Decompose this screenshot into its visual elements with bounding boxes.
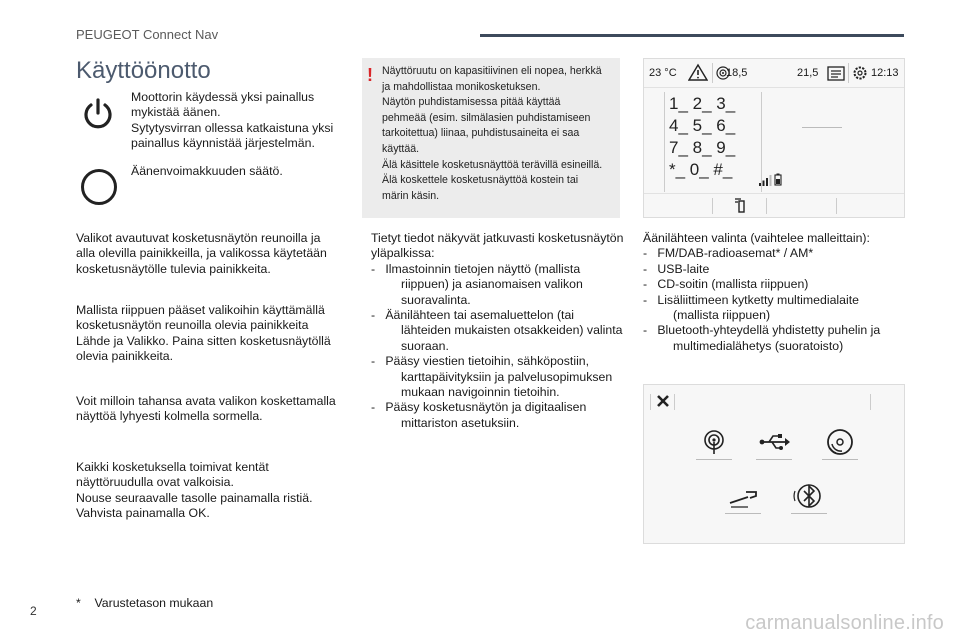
keypad-row[interactable]: 1_ 2_ 3_	[669, 94, 736, 113]
phone-keypad	[664, 92, 762, 192]
watermark: carmanualsonline.info	[745, 612, 944, 634]
settings-gear-icon[interactable]	[852, 65, 868, 84]
phone-contacts-icon[interactable]	[732, 196, 750, 217]
cd-source-icon[interactable]	[823, 427, 857, 457]
battery-icon	[774, 173, 782, 189]
bottom-bar-divider	[644, 193, 904, 194]
status-bar	[644, 59, 904, 88]
messages-icon[interactable]	[827, 66, 845, 84]
radio-source-icon[interactable]	[697, 427, 731, 457]
warning-box	[362, 58, 620, 218]
paragraph-touch-fields: Kaikki kosketuksella toimivat kentät näyttöruudulla ovat valkoisia. Nouse seuraavalle tasolle painamalla ristiä. Vahvista painamalla OK.	[76, 460, 313, 521]
header-divider	[480, 34, 904, 37]
touchscreen-phone-screen	[643, 58, 905, 218]
audio-source-list: Äänilähteen valinta (vaihtelee malleittain): - FM/DAB-radioasemat* / AM* - USB-laite - CD-soitin (mallista riippuen) - Lisäliittimeen kytketty multimedialaite (mallista riippuen) - Bluetooth-yhteydellä yhdistetty puhelin ja multimedialähetys (suoratoisto)	[643, 231, 881, 353]
page-title: Käyttöönotto	[76, 57, 211, 84]
divider	[870, 394, 871, 410]
volume-knob-description: Äänenvoimakkuuden säätö.	[131, 164, 283, 178]
header-title: PEUGEOT Connect Nav	[76, 27, 219, 42]
warning-triangle-icon[interactable]	[688, 63, 708, 84]
power-button-icon	[80, 96, 116, 132]
paragraph-menus: Valikot avautuvat kosketusnäytön reunoilla ja alla olevilla painikkeilla, ja valikossa käytetään kosketusnäytölle tulevia painikkeita.	[76, 231, 327, 276]
source-underline	[791, 513, 827, 514]
warning-icon: !	[367, 65, 373, 85]
power-button-description: Moottorin käydessä yksi painallus mykistää äänen. Sytytysvirran ollessa katkaistuna yksi painallus käynnistää järjestelmän.	[131, 90, 334, 151]
page-number: 2	[30, 604, 37, 618]
source-underline	[822, 459, 858, 460]
source-underline	[696, 459, 732, 460]
footnote: * Varustetason mukaan	[76, 596, 214, 610]
keypad-row[interactable]: 7_ 8_ 9_	[669, 138, 736, 157]
divider	[848, 63, 849, 83]
divider	[712, 63, 713, 83]
aux-source-icon[interactable]	[726, 483, 760, 513]
warning-text: Näyttöruutu on kapasitiivinen eli nopea, herkkä ja mahdollistaa monikosketuksen. Näytön puhdistamisessa pitää käyttää pehmeää (esim. silmälasien puhdistamiseen tarkoitettua) liinaa, puhdistusaineita ei saa käyttää. Älä käsittele kosketusnäyttöä terävillä esineillä. Älä koskettele kosketusnäyttöä kostein tai märin käsin.	[382, 65, 603, 202]
temperature-mid[interactable]: 18,5	[726, 67, 748, 79]
clock: 12:13	[871, 67, 899, 79]
keypad-row[interactable]: *_ 0_ #_	[669, 160, 733, 179]
divider	[712, 198, 713, 214]
divider	[674, 394, 675, 410]
temperature-right[interactable]: 21,5	[797, 67, 819, 79]
number-entry-line	[802, 127, 842, 128]
divider	[836, 198, 837, 214]
paragraph-model-buttons: Mallista riippuen pääset valikoihin käyttämällä kosketusnäytön reunoilla olevia painikkeita Lähde ja Valikko. Paina sitten kosketusnäytöllä olevia painikkeita.	[76, 303, 331, 364]
paragraph-three-finger: Voit milloin tahansa avata valikon koskettamalla näyttöä lyhyesti kolmella sormella.	[76, 394, 336, 424]
temperature-left[interactable]: 23 °C	[649, 67, 677, 79]
divider	[766, 198, 767, 214]
audio-source-screen	[643, 384, 905, 544]
source-underline	[756, 459, 792, 460]
status-bar-info-list: Tietyt tiedot näkyvät jatkuvasti kosketusnäytön yläpalkissa: - Ilmastoinnin tietojen näyttö (mallista riippuen) ja asianomaisen valikon suoravalinta. - Äänilähteen tai asemaluettelon (tai lähteiden mukaisten otsakkeiden) valinta suoraan. - Pääsy viestien tietoihin, sähköpostiin, karttapäivityksiin ja palvelusopimuksen mukaan navigoinnin tietoihin. - Pääsy kosketusnäytön ja digitaalisen mittariston asetuksiin.	[371, 231, 624, 430]
divider	[650, 394, 651, 410]
bluetooth-source-icon[interactable]	[792, 481, 826, 511]
keypad-row[interactable]: 4_ 5_ 6_	[669, 116, 736, 135]
source-underline	[725, 513, 761, 514]
volume-knob-icon	[80, 168, 116, 204]
signal-strength-icon	[758, 174, 772, 189]
close-icon[interactable]	[656, 394, 670, 413]
usb-source-icon[interactable]	[757, 427, 791, 457]
